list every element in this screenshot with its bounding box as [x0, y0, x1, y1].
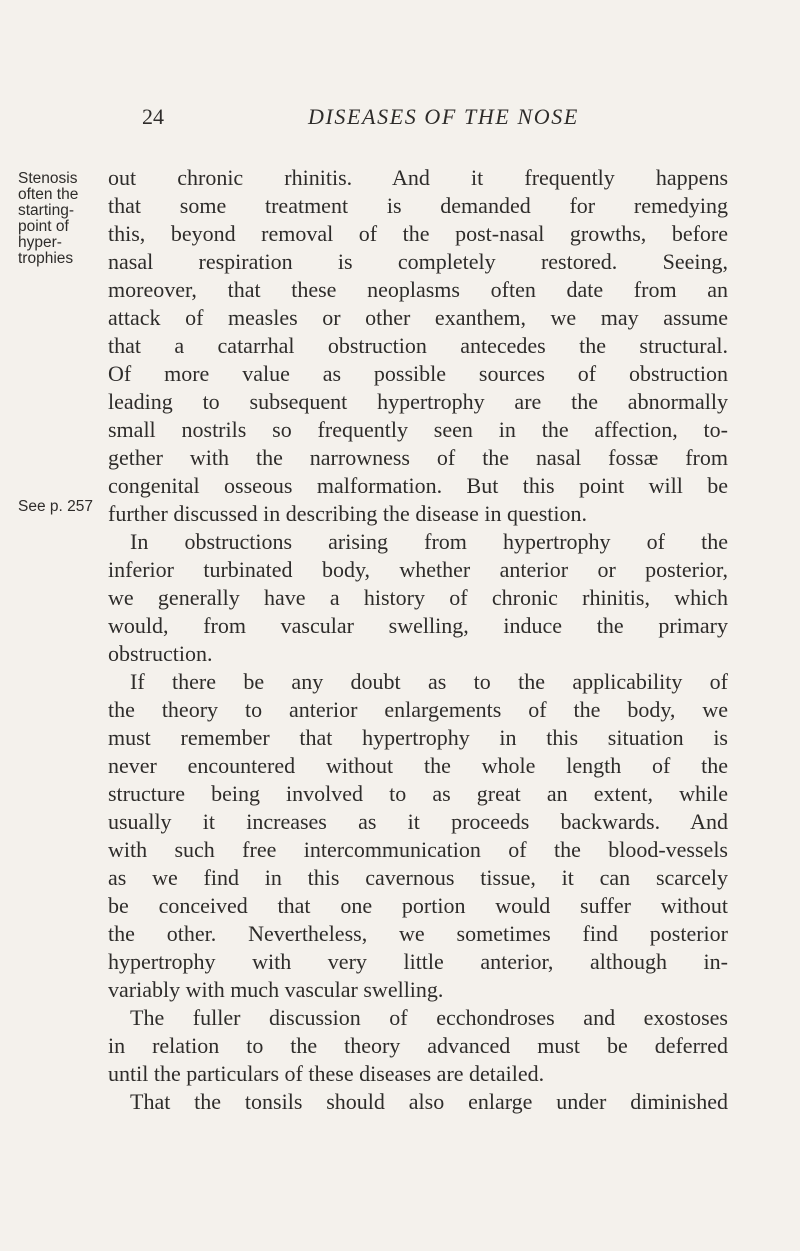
text-line: The fuller discussion of ecchondroses and exostoses — [130, 1005, 728, 1030]
text-line: usually it increases as it proceeds backwards. And — [108, 809, 728, 834]
text-line: That the tonsils should also enlarge under diminished — [130, 1089, 728, 1114]
text-line: the other. Nevertheless, we sometimes find posterior — [108, 921, 728, 946]
text-line: If there be any doubt as to the applicability of — [130, 669, 728, 694]
text-line: attack of measles or other exanthem, we may assume — [108, 305, 728, 330]
text-line: gether with the narrowness of the nasal fossæ from — [108, 445, 728, 470]
margin-note-line: point of — [18, 218, 69, 235]
text-line: nasal respiration is completely restored. Seeing, — [108, 249, 728, 274]
page-number: 24 — [142, 104, 164, 129]
text-line: further discussed in describing the disease in question. — [108, 501, 588, 526]
margin-note-stenosis — [18, 171, 78, 267]
text-line: this, beyond removal of the post-nasal growths, before — [108, 221, 728, 246]
margin-note-line: hyper- — [18, 234, 62, 251]
text-line: small nostrils so frequently seen in the affection, to- — [108, 417, 728, 442]
text-line: we generally have a history of chronic rhinitis, which — [108, 585, 728, 610]
text-line: as we find in this cavernous tissue, it can scarcely — [108, 865, 728, 890]
margin-note-line: often the — [18, 186, 79, 203]
text-line: the theory to anterior enlargements of the body, we — [108, 697, 728, 722]
text-line: inferior turbinated body, whether anterior or posterior, — [108, 557, 728, 582]
text-line: hypertrophy with very little anterior, although in- — [108, 949, 728, 974]
text-line: out chronic rhinitis. And it frequently happens — [108, 165, 728, 190]
text-line: In obstructions arising from hypertrophy of the — [130, 529, 728, 554]
text-line: would, from vascular swelling, induce the primary — [108, 613, 728, 638]
text-line: with such free intercommunication of the blood-vessels — [108, 837, 728, 862]
text-line: that a catarrhal obstruction antecedes the structural. — [108, 333, 728, 358]
text-line: leading to subsequent hypertrophy are the abnormally — [108, 389, 728, 414]
text-line: variably with much vascular swelling. — [108, 977, 444, 1002]
running-title: DISEASES OF THE NOSE — [308, 104, 579, 129]
margin-note-line: trophies — [18, 250, 74, 267]
margin-note-see-page: See p. 257 — [18, 498, 93, 515]
text-line: until the particulars of these diseases are detailed. — [108, 1061, 545, 1086]
text-line: obstruction. — [108, 641, 213, 666]
text-line: in relation to the theory advanced must be deferred — [108, 1033, 728, 1058]
text-line: moreover, that these neoplasms often date from an — [108, 277, 728, 302]
text-line: be conceived that one portion would suffer without — [108, 893, 728, 918]
text-line: that some treatment is demanded for remedying — [108, 193, 728, 218]
body-text — [108, 164, 728, 1116]
margin-note-line: Stenosis — [18, 170, 78, 187]
text-line: never encountered without the whole length of the — [108, 753, 728, 778]
margin-note-line: starting- — [18, 202, 74, 219]
text-line: must remember that hypertrophy in this situation is — [108, 725, 728, 750]
text-line: structure being involved to as great an extent, while — [108, 781, 728, 806]
text-line: Of more value as possible sources of obstruction — [108, 361, 728, 386]
text-line: congenital osseous malformation. But this point will be — [108, 473, 728, 498]
